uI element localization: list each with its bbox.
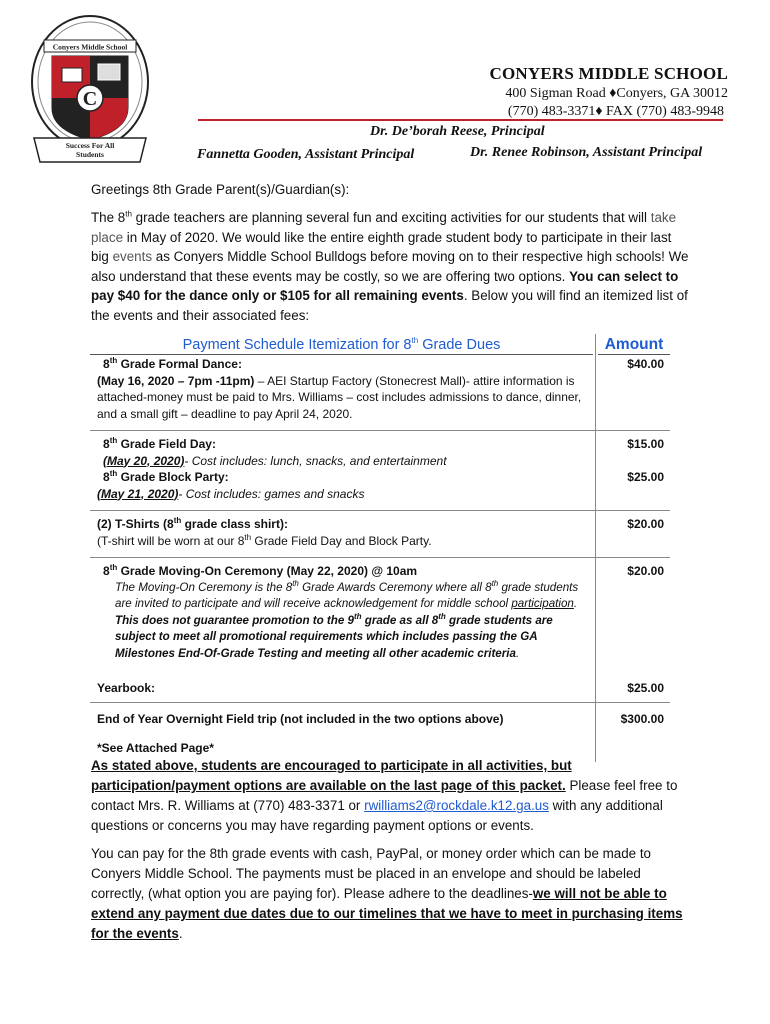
table-row-field-trip: End of Year Overnight Field trip (not included in the two options above) (97, 712, 504, 726)
table-row-ceremony: 8th Grade Moving-On Ceremony (May 22, 2020) @ 10am The Moving-On Ceremony is the 8th Grade Awards Ceremony where all 8th grade students are invited to participate and will receive acknowledgement for middle school participation. This does not guarantee promotion to the 9th grade as all 8th grade students are subject to meet all promotional requirements which includes passing the GA Milestones End-Of-Grade Testing and meeting all other academic criteria. (103, 563, 579, 660)
logo-top-text: Conyers Middle School (52, 42, 128, 52)
school-address: 400 Sigman Road ♦Conyers, GA 30012 (505, 86, 728, 101)
table-divider (90, 430, 670, 431)
attached-page-note: *See Attached Page* (97, 741, 214, 755)
assistant-principal-1: Fannetta Gooden, Assistant Principal (197, 147, 415, 162)
logo-bottom-text-1: Success For All (65, 141, 115, 150)
logo-letter: C (82, 88, 98, 110)
amount-yearbook: $25.00 (627, 681, 664, 695)
greeting: Greetings 8th Grade Parent(s)/Guardian(s): (91, 182, 350, 197)
principal-name: Dr. De’borah Reese, Principal (370, 124, 545, 139)
table-row-yearbook: Yearbook: (97, 681, 156, 695)
school-phone: (770) 483-3371♦ FAX (770) 483-9948 (507, 104, 724, 119)
table-row-tshirts: (2) T-Shirts (8th grade class shirt): (T-shirt will be worn at our 8th Grade Field Day and Block Party. (97, 516, 432, 548)
table-divider (90, 510, 670, 511)
table-row-dance: 8th Grade Formal Dance: (May 16, 2020 – 7pm -11pm) – AEI Startup Factory (Stonecrest Mall)- attire information is attached-money must be paid to Mrs. Williams – cost includes admissions to dance, dinner, and a small gift – deadline to pay April 24, 2020. (97, 356, 582, 421)
letterhead-divider (198, 119, 723, 121)
table-divider (90, 557, 670, 558)
school-logo (28, 12, 152, 167)
email-link[interactable]: rwilliams2@rockdale.k12.ga.us (364, 798, 549, 813)
table-header-item: Payment Schedule Itemization for 8th Grade Dues (90, 334, 593, 355)
logo-bottom-text-2: Students (76, 150, 104, 159)
table-row-block-party: 8th Grade Block Party: (May 21, 2020)- Cost includes: games and snacks (97, 469, 365, 501)
table-divider (90, 702, 670, 703)
intro-paragraph: The 8th grade teachers are planning several fun and exciting activities for our students that will take place in May of 2020. We would like the entire eighth grade student body to participate in their last big events as Conyers Middle School Bulldogs before moving on to their respective high schools! We also understand that these events may be costly, so we are offering two options. You can select to pay $40 for the dance only or $105 for all remaining events. Below you will find an itemized list of the events and their associated fees: (91, 209, 689, 323)
amount-tshirts: $20.00 (627, 517, 664, 531)
payment-paragraph: You can pay for the 8th grade events with cash, PayPal, or money order which can be made to Conyers Middle School. The payments must be placed in an envelope and should be labeled correctly, (what option you are paying for). Please adhere to the deadlines-we will not be able to extend any payment due dates due to our timelines that we have to meet in purchasing items for the events. (91, 846, 683, 941)
amount-dance: $40.00 (627, 357, 664, 371)
amount-field-day: $15.00 (627, 437, 664, 451)
fee-table (90, 334, 670, 762)
school-name: CONYERS MIDDLE SCHOOL (489, 64, 728, 83)
table-column-divider (595, 334, 596, 762)
amount-ceremony: $20.00 (627, 564, 664, 578)
participation-paragraph: As stated above, students are encouraged to participate in all activities, but participation/payment options are available on the last page of this packet. Please feel free to contact Mrs. R. Williams at (770) 483-3371 or rwilliams2@rockdale.k12.ga.us with any additional questions or concerns you may have regarding payment options or events. (91, 758, 678, 833)
assistant-principal-2: Dr. Renee Robinson, Assistant Principal (470, 145, 703, 160)
amount-field-trip: $300.00 (620, 712, 664, 726)
table-header-amount: Amount (598, 334, 670, 355)
amount-block-party: $25.00 (627, 470, 664, 484)
table-row-field-day: 8th Grade Field Day: (May 20, 2020)- Cost includes: lunch, snacks, and entertainment (103, 436, 447, 468)
